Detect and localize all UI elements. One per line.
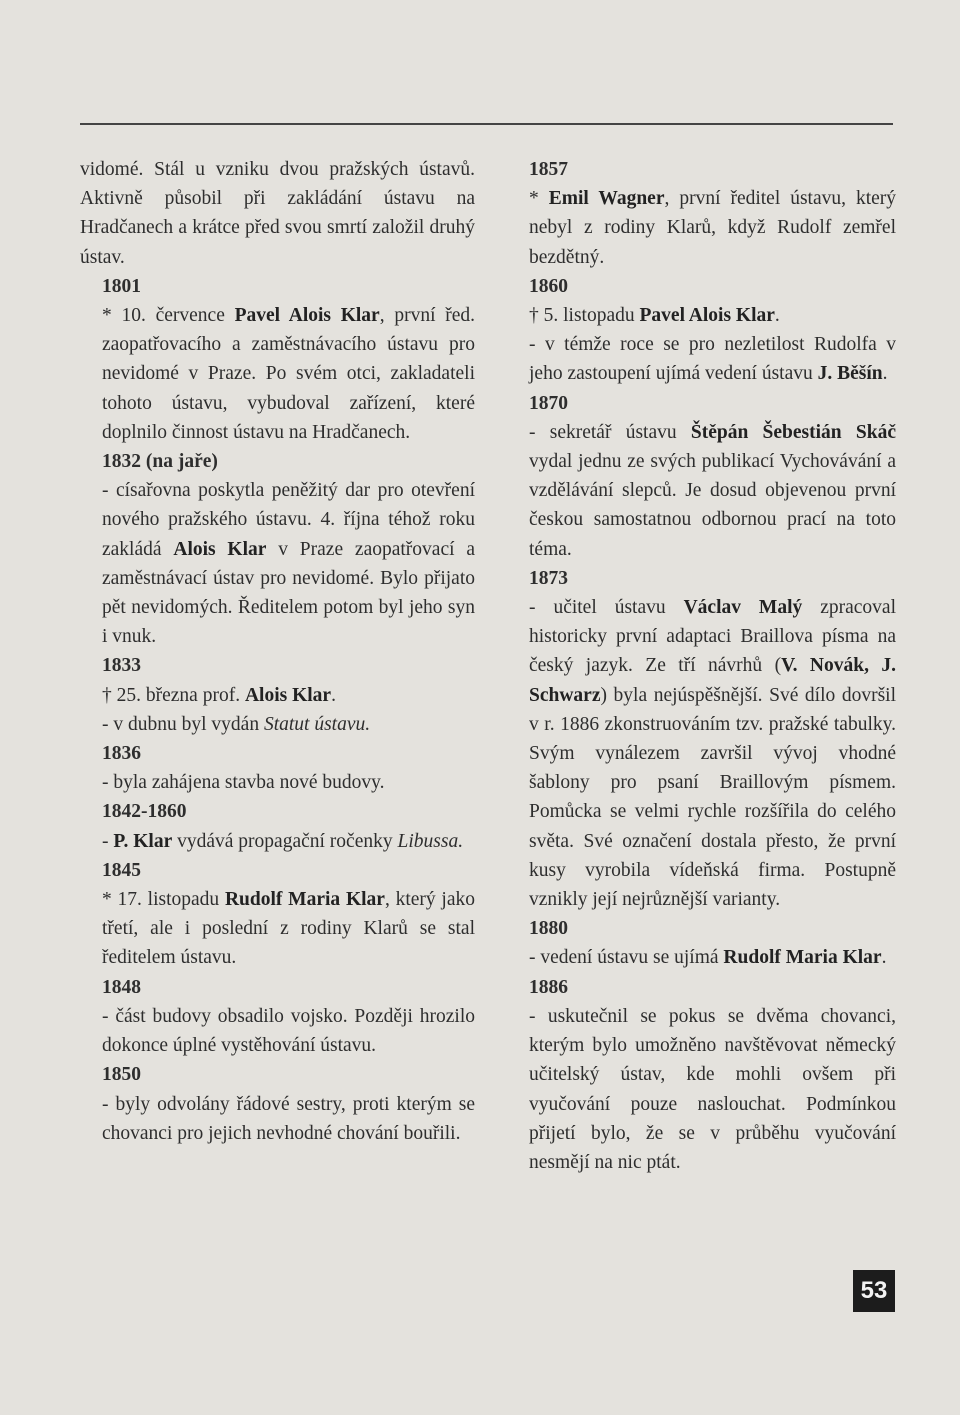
entry-1842-1860: - P. Klar vydává propagační ročenky Libussa. [102,830,464,852]
header-rule [80,123,893,125]
year-1873: 1873 [529,567,568,589]
entry-1833-statute: - v dubnu byl vydán Statut ústavu. [102,713,371,735]
year-1860: 1860 [529,275,568,297]
year-1850: 1850 [102,1064,141,1086]
year-1845: 1845 [102,859,141,881]
right-column [507,155,896,1177]
intro-paragraph: vidomé. Stál u vzniku dvou pražských ústavů. Aktivně působil při zakládání ústavu na Hradčanech a krátce před svou smrtí založil druhý ústav. [80,159,475,268]
entry-1801: * 10. července Pavel Alois Klar, první řed. zaopatřovacího a zaměstnávacího ústavu pro nevidomé v Praze. Po svém otci, zakladateli tohoto ústavu, vybudoval zařízení, které doplnilo činnost ústavu na Hradčanech. [102,305,475,443]
year-1880: 1880 [529,918,568,940]
year-1857: 1857 [529,159,568,180]
entry-1833-death: † 25. března prof. Alois Klar. [102,684,336,706]
entry-1836: - byla zahájena stavba nové budovy. [102,772,385,794]
entry-1860-death: † 5. listopadu Pavel Alois Klar. [529,305,780,327]
entry-1845: * 17. listopadu Rudolf Maria Klar, který jako třetí, ale i poslední z rodiny Klarů se stal ředitelem ústavu. [102,889,476,969]
entry-1870: - sekretář ústavu Štěpán Šebestián Skáč vydal jednu ze svých publikací Vychovávání a vzdělávání slepců. Je dosud objevenou první českou samostatnou odbornou prací na toto téma. [529,421,896,560]
entry-1850: - byly odvolány řádové sestry, proti kterým se chovanci pro jejich nevhodné chování bouřili. [102,1093,475,1144]
page-number: 53 [853,1270,895,1312]
year-1842-1860: 1842-1860 [102,801,187,823]
year-1832: 1832 (na jaře) [102,451,218,473]
left-column [80,155,475,1148]
entry-1848: - část budovy obsadilo vojsko. Později hrozilo dokonce úplné vystěhování ústavu. [102,1005,475,1057]
year-1836: 1836 [102,743,141,765]
entry-1857: * Emil Wagner, první ředitel ústavu, který nebyl z rodiny Klarů, když Rudolf zemřel bezdětný. [529,188,897,268]
year-1848: 1848 [102,976,141,998]
entry-1873: - učitel ústavu Václav Malý zpracoval historicky první adaptaci Braillova písma na český jazyk. Ze tří návrhů (V. Novák, J. Schwarz) byla nejúspěšnější. Své dílo dovršil v r. 1886 zkonstruováním tzv. pražské tabulky. Svým vynálezem završil vývoj vhodné šablony pro psaní Braillovým písmem. Pomůcka se velmi rychle rozšířila do celého světa. Své označení dostala přesto, že první kusy vyrobila vídeňská firma. Postupně vznikly její nejrůznější varianty. [529,597,896,911]
year-1870: 1870 [529,392,568,414]
entry-1880: - vedení ústavu se ujímá Rudolf Maria Klar. [529,947,887,969]
entry-1860-besin: - v témže roce se pro nezletilost Rudolfa v jeho zastoupení ujímá vedení ústavu J. Běšín. [529,334,896,385]
entry-1832: - císařovna poskytla peněžitý dar pro otevření nového pražského ústavu. 4. října téhož roku zakládá Alois Klar v Praze zaopatřovací a zaměstnávací ústav pro nevidomé. Bylo přijato pět nevidomých. Ředitelem potom byl jeho syn i vnuk. [102,480,475,648]
entry-1886: - uskutečnil se pokus se dvěma chovanci, kterým bylo umožněno navštěvovat německý učitelský ústav, kde mohli ovšem při vyučování pouze naslouchat. Podmínkou přijetí bylo, že se v průběhu vyučování nesmějí na nic ptát. [529,1005,896,1173]
year-1801: 1801 [102,275,141,297]
year-1886: 1886 [529,976,568,998]
year-1833: 1833 [102,655,141,677]
